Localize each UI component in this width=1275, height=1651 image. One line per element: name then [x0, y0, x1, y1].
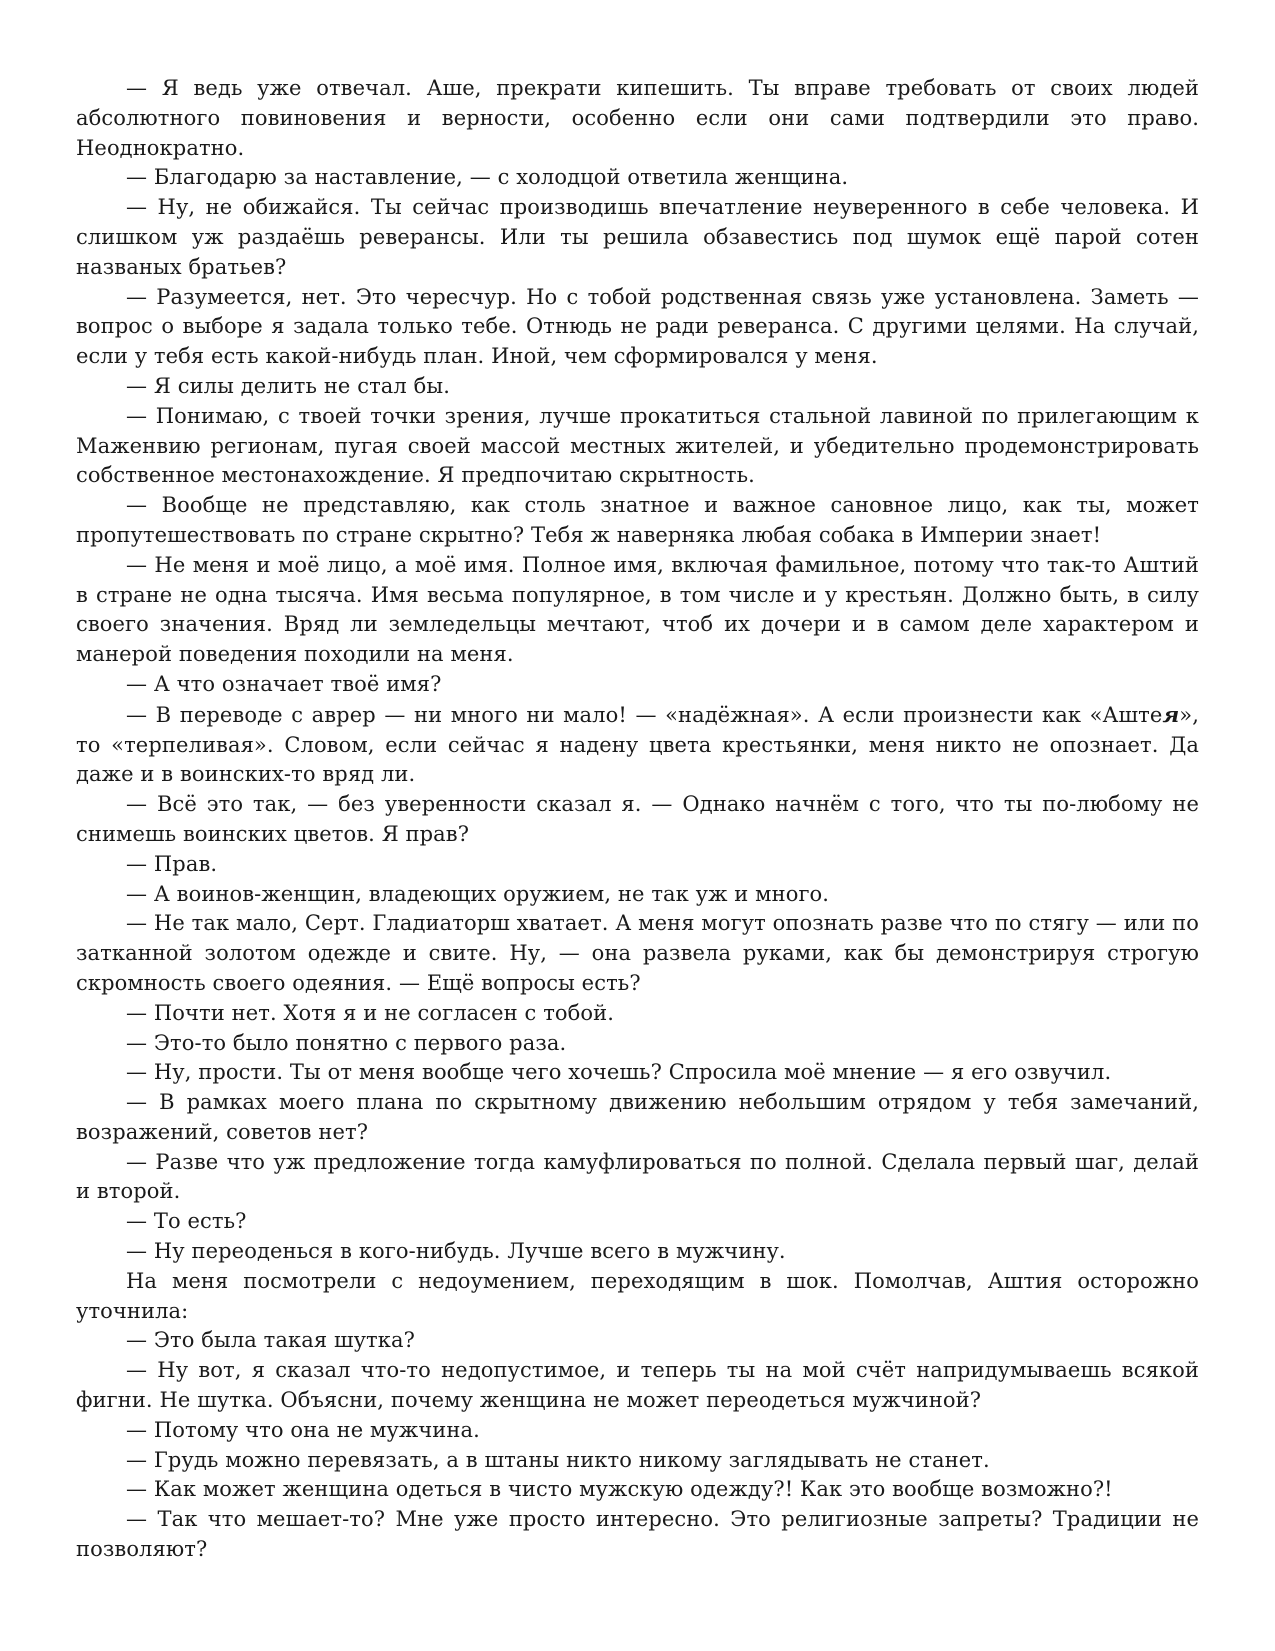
paragraph: — Понимаю, с твоей точки зрения, лучше прокатиться стальной лавиной по прилегающим к Маженвию регионам, пугая своей массой местных жителей, и убедительно продемонстрировать собственное местонахождение. Я предпочитаю скрытность.: [76, 403, 1199, 488]
paragraph: — Всё это так, — без уверенности сказал я. — Однако начнём с того, что ты по-любому не снимешь воинских цветов. Я прав?: [76, 792, 1199, 846]
paragraph: — Ну, прости. Ты от меня вообще чего хочешь? Спросила моё мнение — я его озвучил.: [126, 1060, 1112, 1085]
paragraph: — А воинов-женщин, владеющих оружием, не так уж и много.: [126, 881, 830, 906]
paragraph: — Я ведь уже отвечал. Аше, прекрати кипешить. Ты вправе требовать от своих людей абсолютного повиновения и верности, особенно если они сами подтвердили это право. Неоднократно.: [76, 76, 1199, 160]
paragraph: На меня посмотрели с недоумением, переходящим в шок. Помолчав, Аштия осторожно уточнила:: [76, 1268, 1199, 1323]
paragraph: — Не так мало, Серт. Гладиаторш хватает. А меня могут опознать разве что по стягу — или по затканной золотом одежде и свите. Ну, — она развела руками, как бы демонстрируя строгую скромность своего одеяния. — Ещё вопросы есть?: [76, 911, 1199, 995]
paragraph: — Грудь можно перевязать, а в штаны никто никому заглядывать не станет.: [126, 1447, 990, 1472]
paragraph: — Ну переоденься в кого-нибудь. Лучше всего в мужчину.: [126, 1239, 786, 1264]
paragraph: — А что означает твоё имя?: [126, 671, 442, 696]
paragraph: — Ну вот, я сказал что-то недопустимое, и теперь ты на мой счёт напридумываешь всякой фигни. Не шутка. Объясни, почему женщина не может переодеться мужчиной?: [76, 1358, 1199, 1413]
paragraph: — Почти нет. Хотя я и не согласен с тобой.: [126, 1000, 615, 1025]
paragraph: — В переводе с аврер — ни много ни мало! — «надёжная». А если произнести как «Аштея», то «терпеливая». Словом, если сейчас я надену цвета крестьянки, меня никто не опознает. Да даже и в воинских-то вряд ли.: [76, 701, 1199, 787]
paragraph: — Прав.: [126, 851, 218, 876]
paragraph: — Я силы делить не стал бы.: [126, 373, 450, 398]
paragraph: — Ну, не обижайся. Ты сейчас производишь впечатление неуверенного в себе человека. И слишком уж раздаёшь реверансы. Или ты решила обзавестись под шумок ещё парой сотен названых братьев?: [76, 195, 1199, 279]
paragraph: — Это была такая шутка?: [126, 1328, 415, 1353]
paragraph: — Так что мешает-то? Мне уже просто интересно. Это религиозные запреты? Традиции не позволяют?: [76, 1507, 1199, 1562]
paragraph: — В рамках моего плана по скрытному движению небольшим отрядом у тебя замечаний, возражений, советов нет?: [76, 1090, 1199, 1144]
paragraph: — Благодарю за наставление, — с холодцой ответила женщина.: [126, 165, 849, 190]
paragraph: — Это-то было понятно с первого раза.: [126, 1030, 567, 1055]
paragraph: — Как может женщина одеться в чисто мужскую одежду?! Как это вообще возможно?!: [126, 1477, 1113, 1502]
paragraph: — Не меня и моё лицо, а моё имя. Полное имя, включая фамильное, потому что так-то Аштий в стране не одна тысяча. Имя весьма популярное, в том числе и у крестьян. Должно быть, в силу своего значения. Вряд ли земледельцы мечтают, чтоб их дочери и в самом деле характером и манерой поведения походили на меня.: [76, 552, 1199, 667]
paragraph: — Разве что уж предложение тогда камуфлироваться по полной. Сделала первый шаг, делай и второй.: [76, 1149, 1199, 1204]
paragraph: — Потому что она не мужчина.: [126, 1417, 480, 1442]
paragraph: — Разумеется, нет. Это чересчур. Но с тобой родственная связь уже установлена. Заметь — вопрос о выборе я задала только тебе. Отнюдь не ради реверанса. С другими целями. На случай, если у тебя есть какой-нибудь план. Иной, чем сформировался у меня.: [76, 284, 1199, 369]
paragraph: — Вообще не представляю, как столь знатное и важное сановное лицо, как ты, может пропутешествовать по стране скрытно? Тебя ж наверняка любая собака в Империи знает!: [76, 493, 1199, 547]
paragraph: — То есть?: [126, 1209, 247, 1234]
